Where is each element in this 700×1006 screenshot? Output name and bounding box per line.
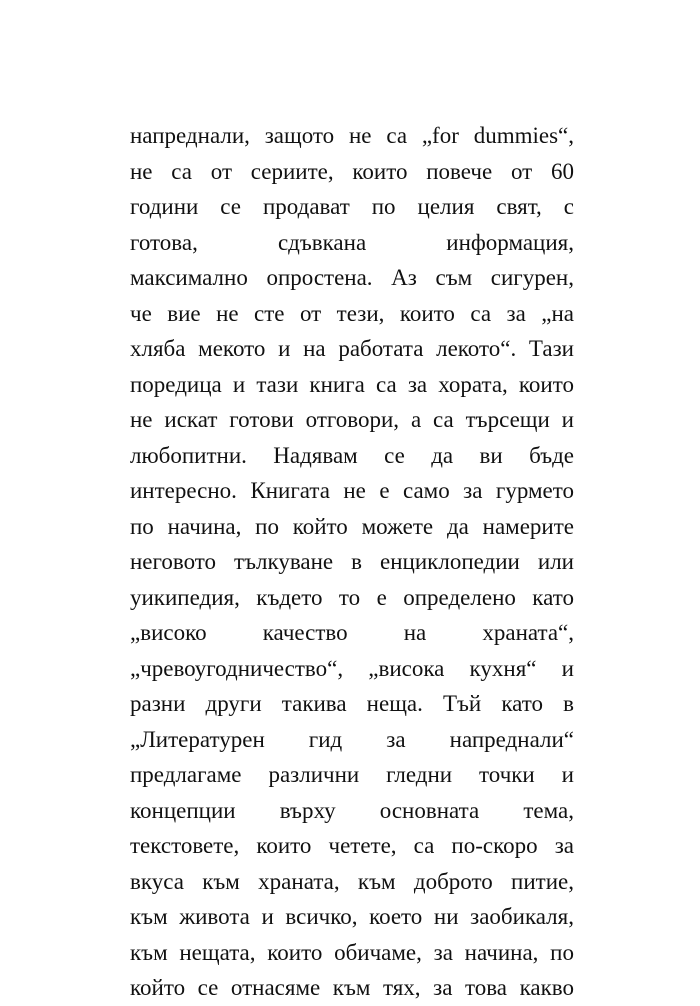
text-line: интересно. Книгата не е само за гурмето bbox=[130, 478, 574, 503]
text-line: максимално опростена. Аз съм сигурен, bbox=[130, 265, 574, 290]
text-line: години се продават по целия свят, с bbox=[130, 194, 574, 219]
text-line: текстовете, които четете, са по-скоро за bbox=[130, 833, 574, 858]
text-line: уикипедия, където то е определено като bbox=[130, 584, 574, 610]
text-line: към живота и всичко, което ни заобикаля, bbox=[130, 904, 574, 929]
text-line: поредица и тази книга са за хората, които bbox=[130, 371, 574, 397]
text-line: не искат готови отговори, а са търсещи и bbox=[130, 407, 574, 432]
text-line: че вие не сте от тези, които са за „на bbox=[130, 300, 574, 326]
text-line: любопитни. Надявам се да ви бъде bbox=[130, 442, 574, 468]
text-line: „чревоугодничество“, „висока кухня“ и bbox=[130, 655, 574, 681]
text-line: който се отнасяме към тях, за това какво bbox=[130, 975, 574, 1000]
text-line: не са от сериите, които повече от 60 bbox=[130, 158, 574, 184]
text-line: напреднали, защото не са „for dummies“, bbox=[130, 123, 574, 148]
text-line: вкуса към храната, към доброто питие, bbox=[130, 868, 574, 894]
text-line: предлагаме различни гледни точки и bbox=[130, 762, 574, 787]
text-line: към нещата, които обичаме, за начина, по bbox=[130, 939, 574, 965]
text-line: по начина, по който можете да намерите bbox=[130, 513, 574, 539]
text-line: хляба мекото и на работата лекото“. Тази bbox=[130, 336, 574, 361]
text-line: неговото тълкуване в енциклопедии или bbox=[130, 549, 574, 574]
text-line: концепции върху основната тема, bbox=[130, 797, 574, 823]
text-line: „високо качество на храната“, bbox=[130, 620, 574, 645]
text-line: разни други такива неща. Тъй като в bbox=[130, 691, 574, 716]
text-line: „Литературен гид за напреднали“ bbox=[130, 726, 574, 752]
text-line: готова, сдъвкана информация, bbox=[130, 229, 574, 255]
body-text bbox=[130, 118, 574, 1006]
